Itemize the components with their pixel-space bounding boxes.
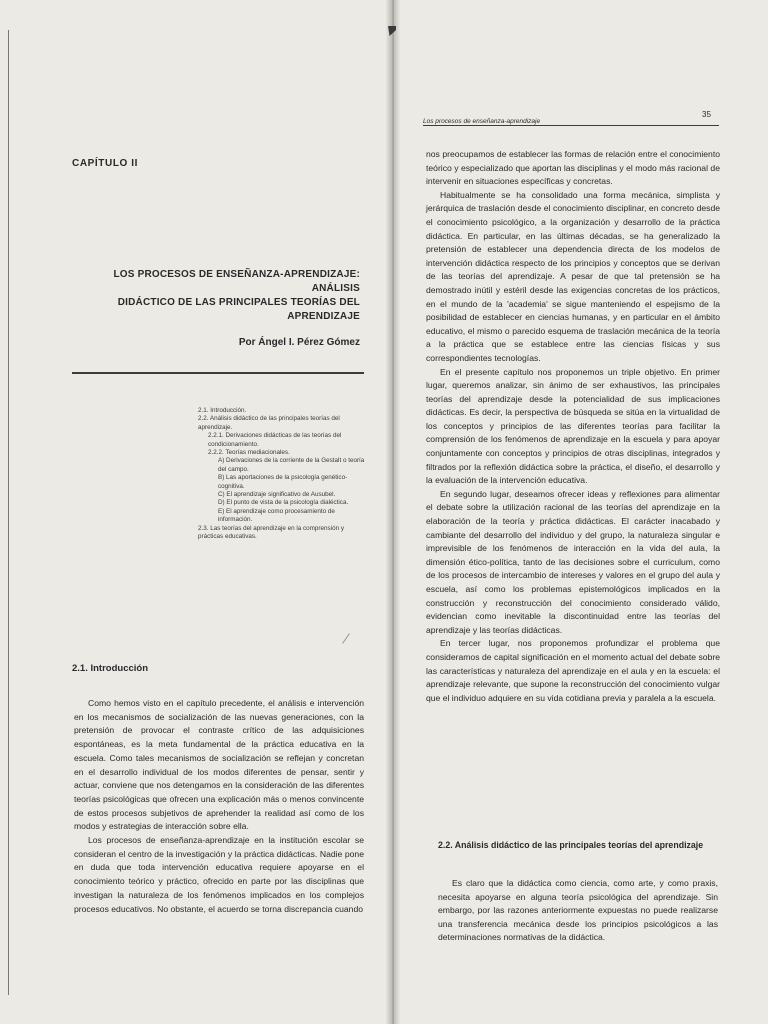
paragraph: Habitualmente se ha consolidado una forma mecánica, simplista y jerárquica de traslación desde el conocimiento disciplinar, en concreto desde el conocimiento psicológico, a la organización y desarrollo de la práctica didáctica. En particular, en las últimas décadas, se ha generalizado la pretensión de establecer una dependencia directa de los modelos de intervención didáctica respecto de los principios y conceptos que se derivan de las teorías del aprendizaje. A pesar de que tal pretensión se ha demostrado inútil y estéril desde las exigencias concretas de los prácticos, en el mundo de la 'academia' se sigue manteniendo el espejismo de la posibilidad de establecer en ciencias humanas, y en particular en el ámbito educativo, el mismo o parecido esquema de traslación mecánica de la teoría a la práctica que se establece entre las ciencias físicas y sus correspondientes tecnologías. [426,189,720,363]
book-gutter [386,0,400,1024]
chapter-title-line-2: DIDÁCTICO DE LAS PRINCIPALES TEORÍAS DEL APRENDIZAJE [117,297,360,322]
paragraph: En el presente capítulo nos proponemos un triple objetivo. En primer lugar, queremos analizar, sin ánimo de ser exhaustivos, las principales teorías del aprendizaje desde la potencialidad de sus implicaciones didácticas. Es decir, la perspectiva de búsqueda se sitúa en la virtualidad de los conceptos y principios de las diferentes teorías para facilitar la comprensión de los fenómenos de aprendizaje en la escuela y para apoyar conjuntamente con conceptos y principios de otras disciplinas, integrados y filtrados por la reflexión didáctica sobre la práctica, el diseño, el desarrollo y la evaluación de la intervención educativa. [426,366,720,486]
section-body-text [438,877,718,945]
left-body-text [74,697,364,916]
running-head-rule [423,125,719,126]
paragraph: Es claro que la didáctica como ciencia, como arte, y como praxis, necesita apoyarse en alguna teoría psicológica del aprendizaje. Sin embargo, por las razones anteriormente expuestas no puede realizarse una transferencia mecánica desde los principios psicológicos a las determinaciones normativas de la didáctica. [438,878,718,943]
paragraph: Como hemos visto en el capítulo precedente, el análisis e intervención en los mecanismos de socialización de las nuevas generaciones, con la pretensión de provocar el contraste crítico de las adquisiciones espontáneas, es la meta fundamental de la práctica educativa en la escuela. Como tales mecanismos de socialización se reflejan y concretan en el desarrollo individual de los modos diferentes de pensar, sentir y actuar, conviene que nos detengamos en la consideración de las diferentes teorías psicológicas que ofrecen una explicación más o menos convincente de estos procesos subjetivos de aprehender la realidad así como de los modos y estrategias de interacción sobre ella. [74,698,364,832]
toc-entry: A) Derivaciones de la corriente de la Gestalt o teoría del campo. [218,457,365,473]
paragraph: En segundo lugar, deseamos ofrecer ideas y reflexiones para alimentar el debate sobre la utilización racional de las teorías del aprendizaje en la elaboración de la teoría y práctica didácticas. El carácter inacabado y cambiante del desarrollo del individuo y del grupo, la naturaleza singular e imprevisible de los fenómenos de interacción en la vida del aula, la dimensión ético-política, tanto de las decisiones sobre el curriculum, como de los procesos de intercambio de intereses y valores en el grupo del aula y escuela, así como los problemas epistemológicos implicados en la construcción y reconstrucción del conocimiento considerado válido, evidencian como inevitable la discontinuidad entre las teorías del aprendizaje y las teorías didácticas. [426,488,720,635]
title-rule [72,372,364,374]
toc-entry: 2.2.1. Derivaciones didácticas de las teorías del condicionamiento. [208,432,342,448]
author-line: Por Ángel I. Pérez Gómez [238,337,360,348]
page-edge [8,30,9,995]
chapter-title-line-1: LOS PROCESOS DE ENSEÑANZA-APRENDIZAJE: ANÁLISIS [113,269,360,294]
toc-entry: 2.1. Introducción. [198,407,247,414]
toc-entry: E) El aprendizaje como procesamiento de información. [218,507,335,524]
left-page [40,0,380,1024]
running-head: Los procesos de enseñanza-aprendizaje [423,118,541,125]
table-of-contents [198,407,368,542]
page-number: 35 [702,110,711,119]
right-page [402,0,737,1024]
section-heading-introduccion: 2.1. Introducción [72,663,149,674]
paragraph: En tercer lugar, nos proponemos profundizar el problema que consideramos de capital significación en el momento actual del debate sobre las características y naturaleza del aprendizaje en el aula y en la escuela: el aprendizaje relevante, que supone la reconstrucción del conocimiento vulgar que el individuo adquiere en su vida cotidiana previa y paralela a la escuela. [426,638,720,703]
toc-entry: C) El aprendizaje significativo de Ausubel. [218,491,336,499]
toc-entry: 2.2. Análisis didáctico de las principales teorías del aprendizaje. [198,415,340,431]
toc-entry: 2.2.2. Teorías mediacionales. [208,449,290,457]
paragraph: nos preocupamos de establecer las formas de relación entre el conocimiento teórico y especializado que aportan las disciplinas y el modo más racional de intervenir en situaciones específicas y concretas. [426,149,720,187]
chapter-title [100,268,360,324]
paragraph: Los procesos de enseñanza-aprendizaje en la institución escolar se consideran el centro de la investigación y la práctica didácticas. Nadie pone en duda que toda intervención educativa requiere apoyarse en el conocimiento teórico y práctico, ofrecido en parte por las disciplinas que investigan la naturaleza de los fenómenos implicados en los complejos procesos educativos. No obstante, el acuerdo se torna discrepancia cuando [74,835,364,914]
right-body-text [426,148,720,705]
chapter-label: CAPÍTULO II [72,158,139,169]
section-heading-analisis: 2.2. Análisis didáctico de las principales teorías del aprendizaje [438,840,704,850]
pencil-mark [342,633,350,643]
toc-entry: D) El punto de vista de la psicología dialéctica. [218,499,349,507]
toc-entry: B) Las aportaciones de la psicología genético-cognitiva. [218,474,348,490]
toc-entry: 2.3. Las teorías del aprendizaje en la comprensión y prácticas educativas. [198,524,344,541]
